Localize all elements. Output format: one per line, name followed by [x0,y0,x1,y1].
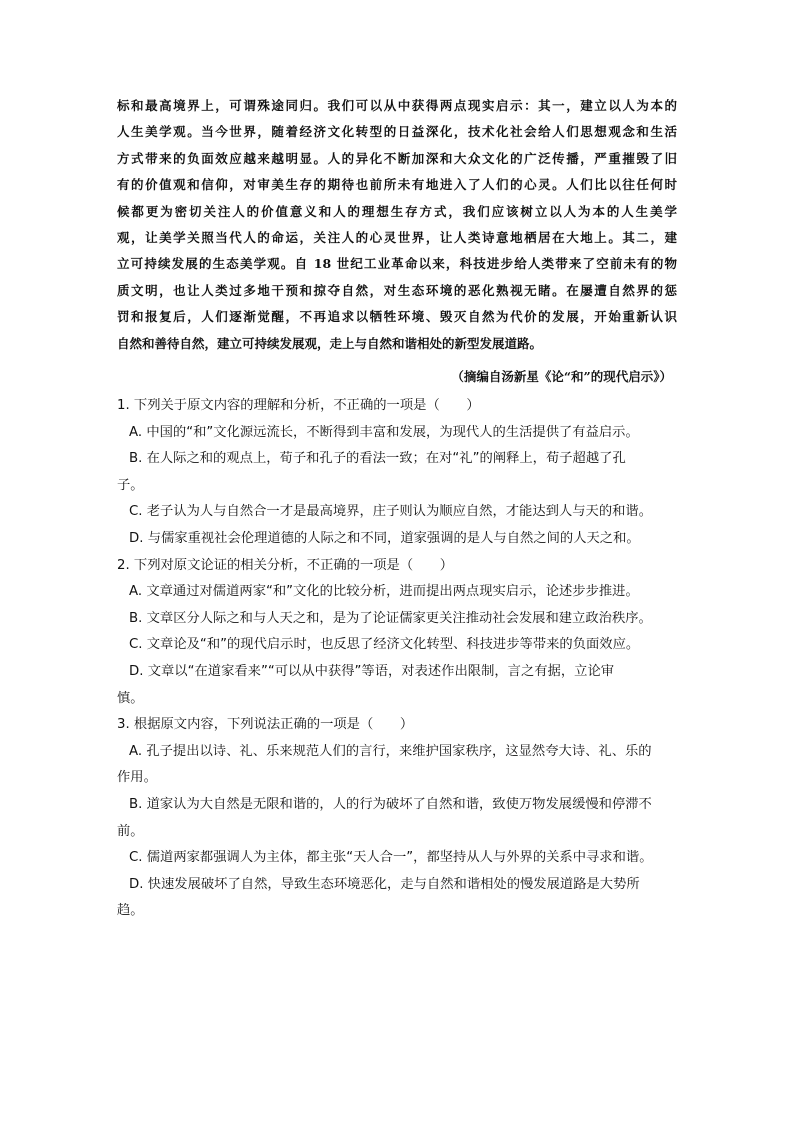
question-stem-2: 2. 下列对原文论证的相关分析，不正确的一项是（ ） [117,557,454,573]
question-stem-1: 1. 下列关于原文内容的理解和分析，不正确的一项是（ ） [117,398,480,413]
option-3c: C. 儒道两家都强调人为主体，都主张“天人合一”，都坚持从人与外界的关系中寻求和谐。 [129,850,653,866]
passage-line: 观，让美学关照当代人的命运，关注人的心灵世界，让人类诗意地栖居在大地上。其二，建 [117,229,677,245]
option-1c: C. 老子认为人与自然合一才是最高境界，庄子则认为顺应自然，才能达到人与天的和谐。 [129,504,653,520]
passage-line: 候都更为密切关注人的价值意义和人的理想生存方式，我们应该树立以人为本的人生美学 [117,203,677,219]
option-3a: A. 孔子提出以诗、礼、乐来规范人们的言行，来维护国家秩序，这显然夸大诗、礼、乐的 作用。 [117,743,652,786]
passage-line: 质文明，也让人类过多地干预和掠夺自然，对生态环境的恶化熟视无睹。在屡遭自然界的惩 [117,282,677,298]
passage-line: 立可持续发展的生态美学观。自 18 世纪工业革命以来，科技进步给人类带来了空前未有的物 [117,256,677,272]
passage-source: （摘编自汤新星《论“和”的现代启示》） [451,369,672,384]
option-2c: C. 文章论及“和”的现代启示时，也反思了经济文化转型、科技进步等带来的负面效应。 [129,637,640,653]
passage-text [117,93,677,357]
option-2b: B. 文章区分人际之和与人天之和，是为了论证儒家更关注推动社会发展和建立政治秩序。 [129,610,652,626]
passage-line: 人生美学观。当今世界，随着经济文化转型的日益深化，技术化社会给人们思想观念和生活 [117,124,677,140]
passage-line: 方式带来的负面效应越来越明显。人的异化不断加深和大众文化的广泛传播，严重摧毁了旧 [117,150,677,166]
passage-line: 自然和善待自然，建立可持续发展观，走上与自然和谐相处的新型发展道路。 [117,335,543,351]
question-stem-3: 3. 根据原文内容，下列说法正确的一项是（ ） [117,717,414,733]
option-1a: A. 中国的“和”文化源远流长，不断得到丰富和发展，为现代人的生活提供了有益启示。 [129,424,639,440]
passage-line: 有的价值观和信仰，对审美生存的期待也前所未有地进入了人们的心灵。人们比以往任何时 [117,177,677,193]
question-list [117,393,682,925]
passage-line: 罚和报复后，人们逐渐觉醒，不再追求以牺牲环境、毁灭自然为代价的发展，开始重新认识 [117,309,677,325]
option-3b: B. 道家认为大自然是无限和谐的，人的行为破坏了自然和谐，致使万物发展缓慢和停滞不 前。 [117,796,652,839]
option-3d: D. 快速发展破坏了自然，导致生态环境恶化，走与自然和谐相处的慢发展道路是大势所 趋。 [117,876,640,919]
passage-line: 标和最高境界上，可谓殊途同归。我们可以从中获得两点现实启示：其一，建立以人为本的 [117,98,677,113]
option-2d: D. 文章以“在道家看来”“可以从中获得”等语，对表述作出限制，言之有据，立论审 慎。 [117,663,615,706]
option-2a: A. 文章通过对儒道两家“和”文化的比较分析，进而提出两点现实启示，论述步步推进。 [129,584,639,600]
option-1b: B. 在人际之和的观点上，荀子和孔子的看法一致；在对“礼”的阐释上，荀子超越了孔 子。 [117,451,626,493]
option-1d: D. 与儒家重视社会伦理道德的人际之和不同，道家强调的是人与自然之间的人天之和。 [129,530,640,546]
